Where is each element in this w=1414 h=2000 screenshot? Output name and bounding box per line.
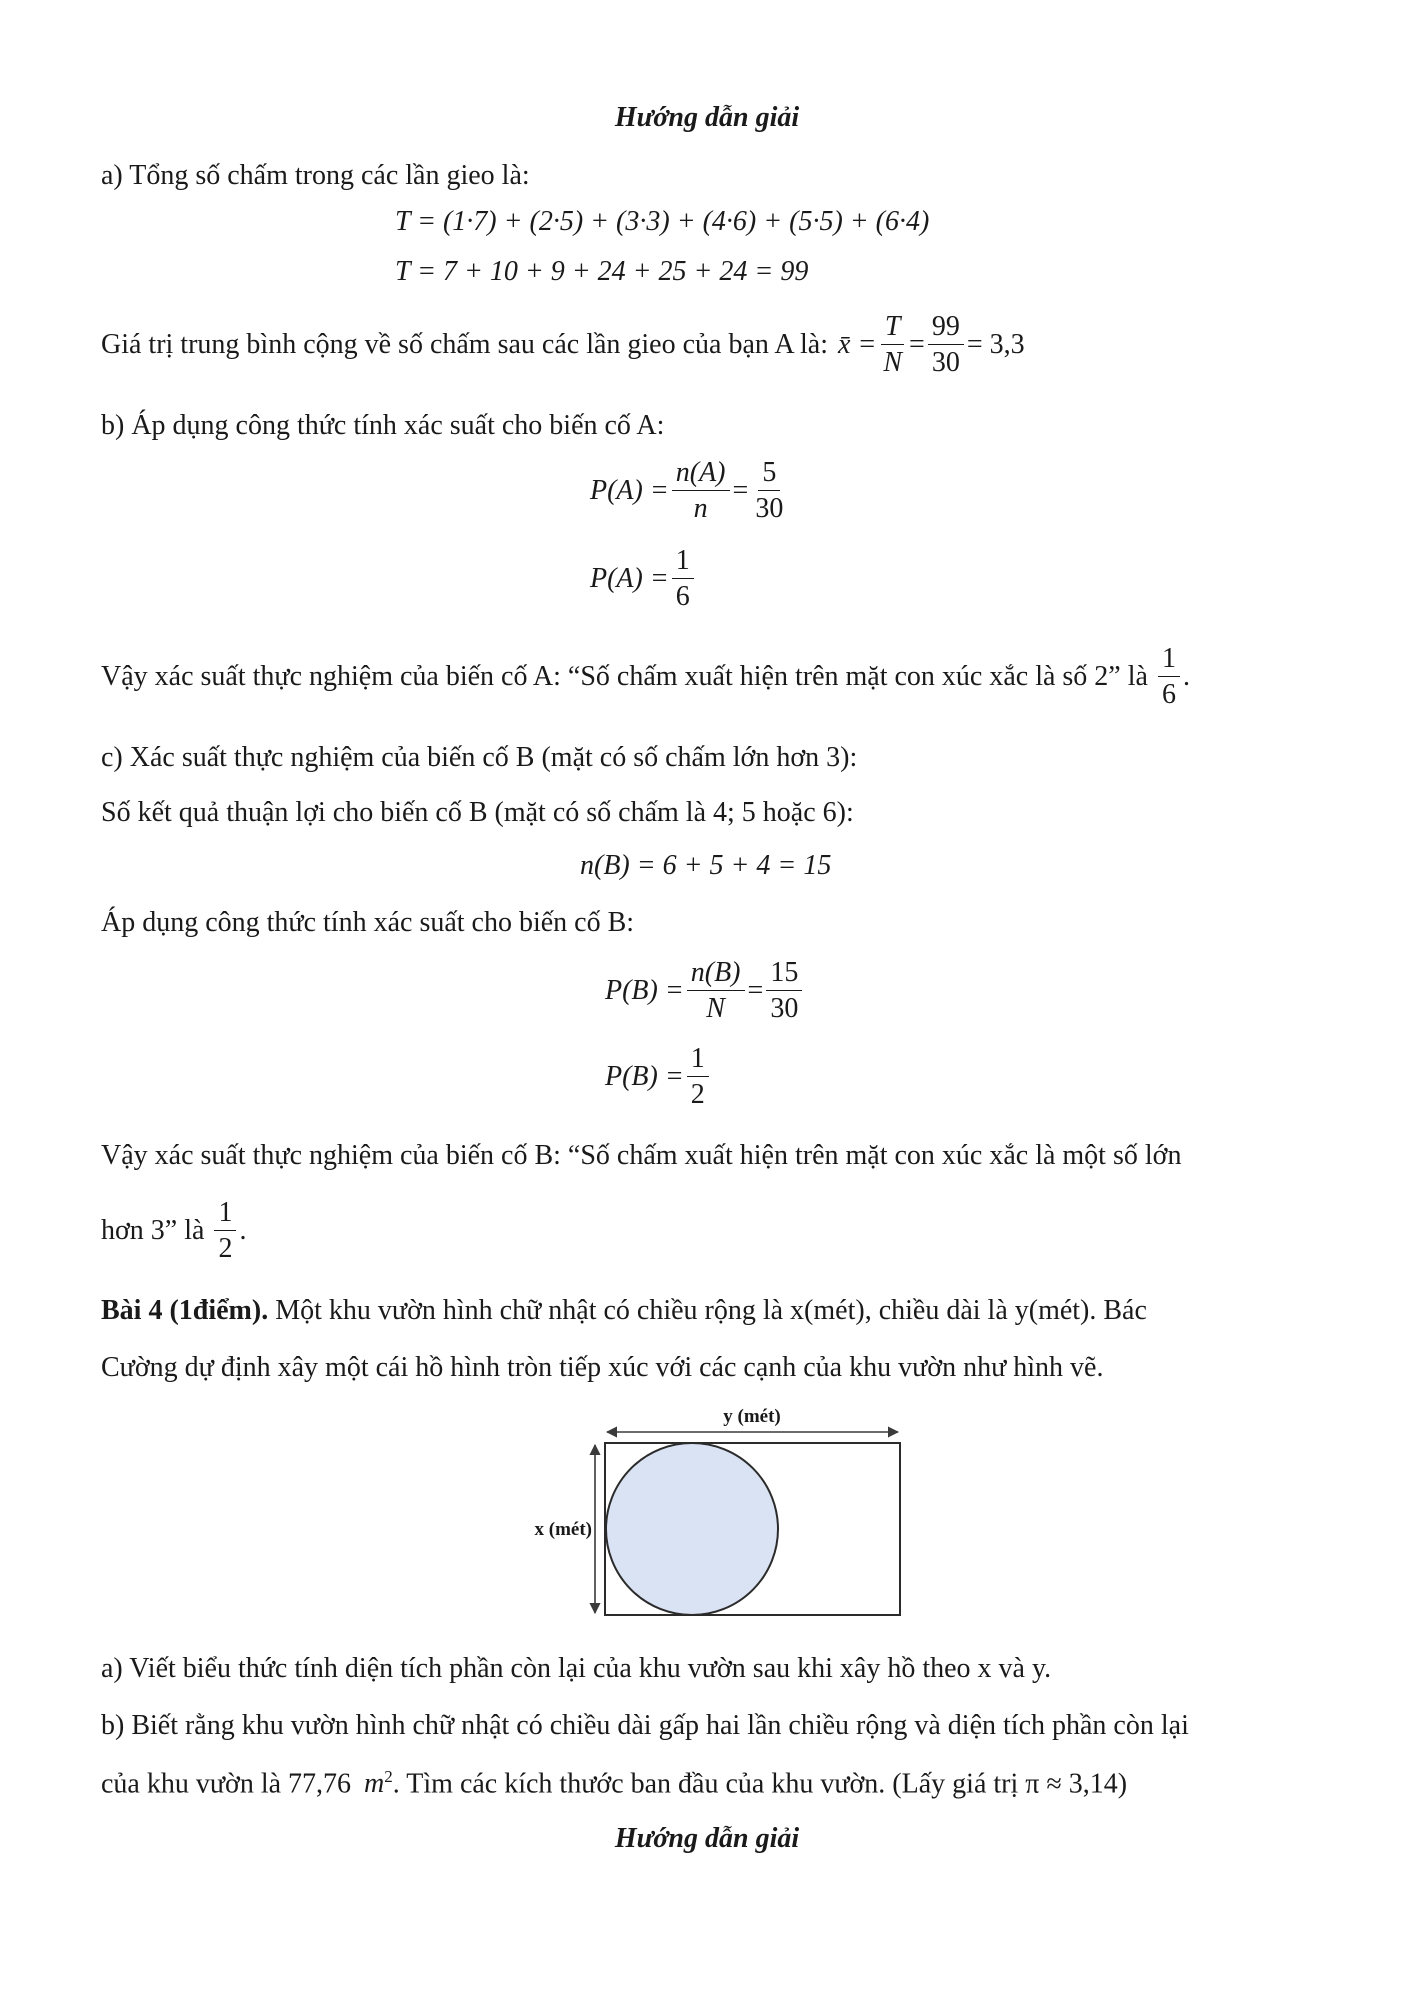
pb2-lhs: P(B) = <box>605 1060 684 1092</box>
mean-f1-den: N <box>883 347 903 379</box>
pb2-num: 1 <box>687 1044 709 1077</box>
part-c-equation-1: P(B) = $\frac{n(B)}{N}$ = $\frac{15}{30}$ <box>605 958 805 1024</box>
part-b-equation-2 <box>590 546 697 612</box>
problem-4-title: Bài 4 (1điểm). <box>101 1295 269 1326</box>
pa-f2-num: 5 <box>758 458 780 491</box>
q-b-pre: của khu vườn là 77,76 <box>101 1768 352 1800</box>
part-a-equation-2: T = 7 + 10 + 9 + 24 + 25 + 24 = 99 <box>395 256 809 287</box>
part-b-intro: b) Áp dụng công thức tính xác suất cho biến cố A: <box>101 410 665 441</box>
pb-f1-num: n(B) <box>687 958 745 991</box>
mean-f2-num: 99 <box>928 312 964 345</box>
part-a-mean-line: Giá trị trung bình cộng về số chấm sau các lần gieo của bạn A là: x̄ = $\frac{T}{N}$ = $\frac{99}{30}$ = 3,3 <box>101 311 1025 379</box>
label-y: y (mét) <box>723 1406 781 1427</box>
part-a-equation-1: T = (1·7) + (2·5) + (3·3) + (4·6) + (5·5) + (6·4) <box>395 206 930 237</box>
pb-f2-num: 15 <box>766 958 802 991</box>
mean-f2-den: 30 <box>931 347 960 379</box>
part-c-conclusion-line1: Vậy xác suất thực nghiệm của biến cố B: “Số chấm xuất hiện trên mặt con xúc xắc là một số lớn <box>101 1140 1182 1171</box>
pa-fraction-1 <box>672 458 730 524</box>
q-b-unit-sup: 2 <box>384 1767 393 1786</box>
pb2-den: 2 <box>690 1079 705 1111</box>
q-b-post: . Tìm các kích thước ban đầu của khu vườn. (Lấy giá trị π ≈ 3,14) <box>392 1768 1128 1800</box>
pb-fraction-1 <box>687 958 745 1024</box>
garden-figure <box>500 1398 920 1630</box>
part-c-apply: Áp dụng công thức tính xác suất cho biến cố B: <box>101 907 635 938</box>
mean-fraction-1 <box>879 312 906 378</box>
pb2-fraction <box>687 1044 709 1110</box>
pa2-num: 1 <box>672 546 694 579</box>
mean-f1-num: T <box>881 312 905 345</box>
problem-4-line2: Cường dự định xây một cái hồ hình tròn tiếp xúc với các cạnh của khu vườn như hình vẽ. <box>101 1352 1104 1383</box>
pb-lhs: P(B) = <box>605 974 684 1006</box>
pa-fraction-2 <box>751 458 787 524</box>
q-b-unit: m <box>364 1768 385 1800</box>
pond-circle <box>606 1443 778 1615</box>
part-c-conclusion-line2: hơn 3” là $\frac{1}{2}$ . <box>101 1197 247 1265</box>
part-c-favorable: Số kết quả thuận lợi cho biến cố B (mặt có số chấm là 4; 5 hoặc 6): <box>101 797 854 828</box>
mean-lhs: x̄ = <box>838 328 877 360</box>
mean-fraction-2 <box>928 312 964 378</box>
pa-f2-den: 30 <box>755 493 784 525</box>
label-x: x (mét) <box>534 1519 592 1540</box>
problem-4-question-a: a) Viết biểu thức tính diện tích phần còn lại của khu vườn sau khi xây hồ theo x và y. <box>101 1653 1052 1684</box>
problem-4-question-b-line1: b) Biết rằng khu vườn hình chữ nhật có chiều dài gấp hai lần chiều rộng và diện tích phần còn lại <box>101 1710 1189 1741</box>
problem-4-line1 <box>101 1295 1147 1327</box>
part-a-intro: a) Tổng số chấm trong các lần gieo là: <box>101 160 530 191</box>
pa2-den: 6 <box>675 581 690 613</box>
part-c-conclusion-line2-text: hơn 3” là <box>101 1214 205 1246</box>
part-b-conclusion: Vậy xác suất thực nghiệm của biến cố A: “Số chấm xuất hiện trên mặt con xúc xắc là số 2” là $\frac{1}{6}$ . <box>101 643 1190 711</box>
part-c-equation-2 <box>605 1044 712 1110</box>
part-c-intro: c) Xác suất thực nghiệm của biến cố B (mặt có số chấm lớn hơn 3): <box>101 742 858 773</box>
pb-f2-den: 30 <box>770 993 799 1025</box>
mean-text: Giá trị trung bình cộng về số chấm sau các lần gieo của bạn A là: <box>101 328 829 360</box>
problem-4-question-b-line2 <box>101 1767 1127 1800</box>
problem-4-line1-text: Một khu vườn hình chữ nhật có chiều rộng là x(mét), chiều dài là y(mét). Bác <box>275 1295 1147 1326</box>
part-b-conclusion-text: Vậy xác suất thực nghiệm của biến cố A: “Số chấm xuất hiện trên mặt con xúc xắc là số 2” là <box>101 660 1148 692</box>
part-c-nB: n(B) = 6 + 5 + 4 = 15 <box>580 850 832 881</box>
pa-f1-num: n(A) <box>672 458 730 491</box>
solution-heading: Hướng dẫn giải <box>614 102 800 133</box>
pc-conc-num: 1 <box>214 1198 236 1231</box>
pa-f1-den: n <box>693 493 708 525</box>
pa2-fraction <box>672 546 694 612</box>
pb-f1-den: N <box>706 993 725 1025</box>
pa2-lhs: P(A) = <box>590 562 669 594</box>
part-b-equation-1: P(A) = $\frac{n(A)}{n}$ = $\frac{5}{30}$ <box>590 458 790 524</box>
pa-lhs: P(A) = <box>590 474 669 506</box>
part-b-conclusion-fraction <box>1158 644 1180 710</box>
part-c-conclusion-fraction <box>214 1198 236 1264</box>
mean-result: = 3,3 <box>966 328 1025 360</box>
pb-conc-den: 6 <box>1161 679 1176 711</box>
pc-conc-den: 2 <box>218 1233 233 1265</box>
pb-conc-num: 1 <box>1158 644 1180 677</box>
pb-fraction-2 <box>766 958 802 1024</box>
solution-heading-2: Hướng dẫn giải <box>614 1823 800 1854</box>
